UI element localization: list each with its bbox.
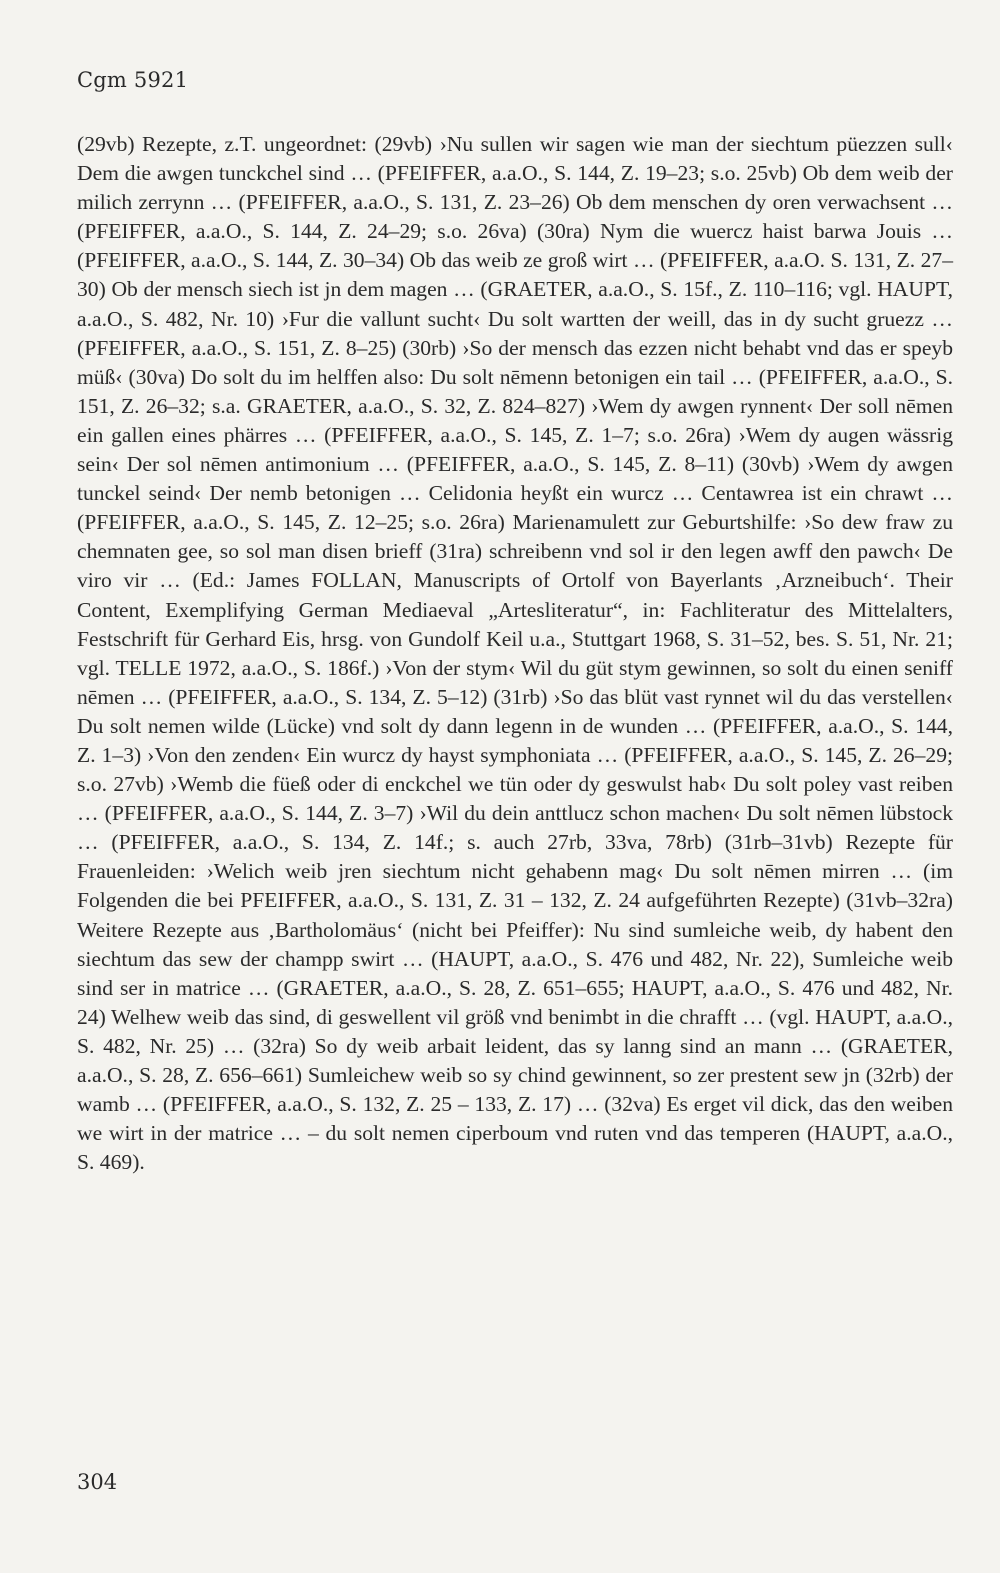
catalog-entry-paragraph: (29vb) Rezepte, z.T. ungeordnet: (29vb) ›Nu sullen wir sagen wie man der siechtum püezzen sull‹ Dem die awgen tunckchel sind … (PFEIFFER, a.a.O., S. 144, Z. 19–23; s.o. 25vb) Ob dem weib der milich zerrynn … (PFEIFFER, a.a.O., S. 131, Z. 23–26) Ob dem menschen dy oren verwachsent … (PFEIFFER, a.a.O., S. 144, Z. 24–29; s.o. 26va) (30ra) Nym die wuercz haist barwa Jouis … (PFEIFFER, a.a.O., S. 144, Z. 30–34) Ob das weib ze groß wirt … (PFEIFFER, a.a.O. S. 131, Z. 27–30) Ob der mensch siech ist jn dem magen … (GRAETER, a.a.O., S. 15f., Z. 110–116; vgl. HAUPT, a.a.O., S. 482, Nr. 10) ›Fur die vallunt sucht‹ Du solt wartten der weill, das in dy sucht gruezz … (PFEIFFER, a.a.O., S. 151, Z. 8–25) (30rb) ›So der mensch das ezzen nicht behabt vnd das er speyb müß‹ (30va) Do solt du im helffen also: Du solt nēmenn betonigen ein tail … (PFEIFFER, a.a.O., S. 151, Z. 26–32; s.a. GRAETER, a.a.O., S. 32, Z. 824–827) ›Wem dy awgen rynnent‹ Der soll nēmen ein gallen eines phärres … (PFEIFFER, a.a.O., S. 145, Z. 1–7; s.o. 26ra) ›Wem dy augen wässrig sein‹ Der sol nēmen antimonium … (PFEIFFER, a.a.O., S. 145, Z. 8–11) (30vb) ›Wem dy awgen tunckel seind‹ Der nemb betonigen … Celidonia heyßt ein wurcz … Centawrea ist ein chrawt … (PFEIFFER, a.a.O., S. 145, Z. 12–25; s.o. 26ra) Marienamulett zur Geburtshilfe: ›So dew fraw zu chemnaten gee, so sol man disen brieff (31ra) schreibenn vnd sol ir den legen awff den pawch‹ De viro vir … (Ed.: James FOLLAN, Manuscripts of Ortolf von Bayerlants ‚Arzneibuch‘. Their Content, Exemplifying German Mediaeval „Artesliteratur“, in: Fachliteratur des Mittelalters, Festschrift für Gerhard Eis, hrsg. von Gundolf Keil u.a., Stuttgart 1968, S. 31–52, bes. S. 51, Nr. 21; vgl. TELLE 1972, a.a.O., S. 186f.) ›Von der stym‹ Wil du güt stym gewinnen, so solt du einen seniff nēmen … (PFEIFFER, a.a.O., S. 134, Z. 5–12) (31rb) ›So das blüt vast rynnet wil du das verstellen‹ Du solt nemen wilde (Lücke) vnd solt dy dann legenn in de wunden … (PFEIFFER, a.a.O., S. 144, Z. 1–3) ›Von den zenden‹ Ein wurcz dy hayst symphoniata … (PFEIFFER, a.a.O., S. 145, Z. 26–29; s.o. 27vb) ›Wemb die füeß oder di enckchel we tün oder dy geswulst hab‹ Du solt poley vast reiben … (PFEIFFER, a.a.O., S. 144, Z. 3–7) ›Wil du dein anttlucz schon machen‹ Du solt nēmen lübstock … (PFEIFFER, a.a.O., S. 134, Z. 14f.; s. auch 27rb, 33va, 78rb) (31rb–31vb) Rezepte für Frauenleiden: ›Welich weib jren siechtum nicht gehabenn mag‹ Du solt nēmen mirren … (im Folgenden die bei PFEIFFER, a.a.O., S. 131, Z. 31 – 132, Z. 24 aufgeführten Rezepte) (31vb–32ra) Weitere Rezepte aus ‚Bartholomäus‘ (nicht bei Pfeiffer): Nu sind sumleiche weib, dy habent den siechtum das sew der champp swirt … (HAUPT, a.a.O., S. 476 und 482, Nr. 22), Sumleiche weib sind ser in matrice … (GRAETER, a.a.O., S. 28, Z. 651–655; HAUPT, a.a.O., S. 476 und 482, Nr. 24) Welhew weib das sind, di geswellent vil größ vnd benimbt in die chrafft … (vgl. HAUPT, a.a.O., S. 482, Nr. 25) … (32ra) So dy weib arbait leident, das sy lanng sind an mann … (GRAETER, a.a.O., S. 28, Z. 656–661) Sumleichew weib so sy chind gewinnent, so zer prestent sew jn (32rb) der wamb … (PFEIFFER, a.a.O., S. 132, Z. 25 – 133, Z. 17) … (32va) Es erget vil dick, das den weiben we wirt in der matrice … – du solt nemen ciperboum vnd ruten vnd das temperen (HAUPT, a.a.O., S. 469). xyxy=(77,132,953,1175)
page-number: 304 xyxy=(77,1470,118,1494)
catalog-entry-text xyxy=(77,130,953,1177)
running-header: Cgm 5921 xyxy=(77,68,189,92)
